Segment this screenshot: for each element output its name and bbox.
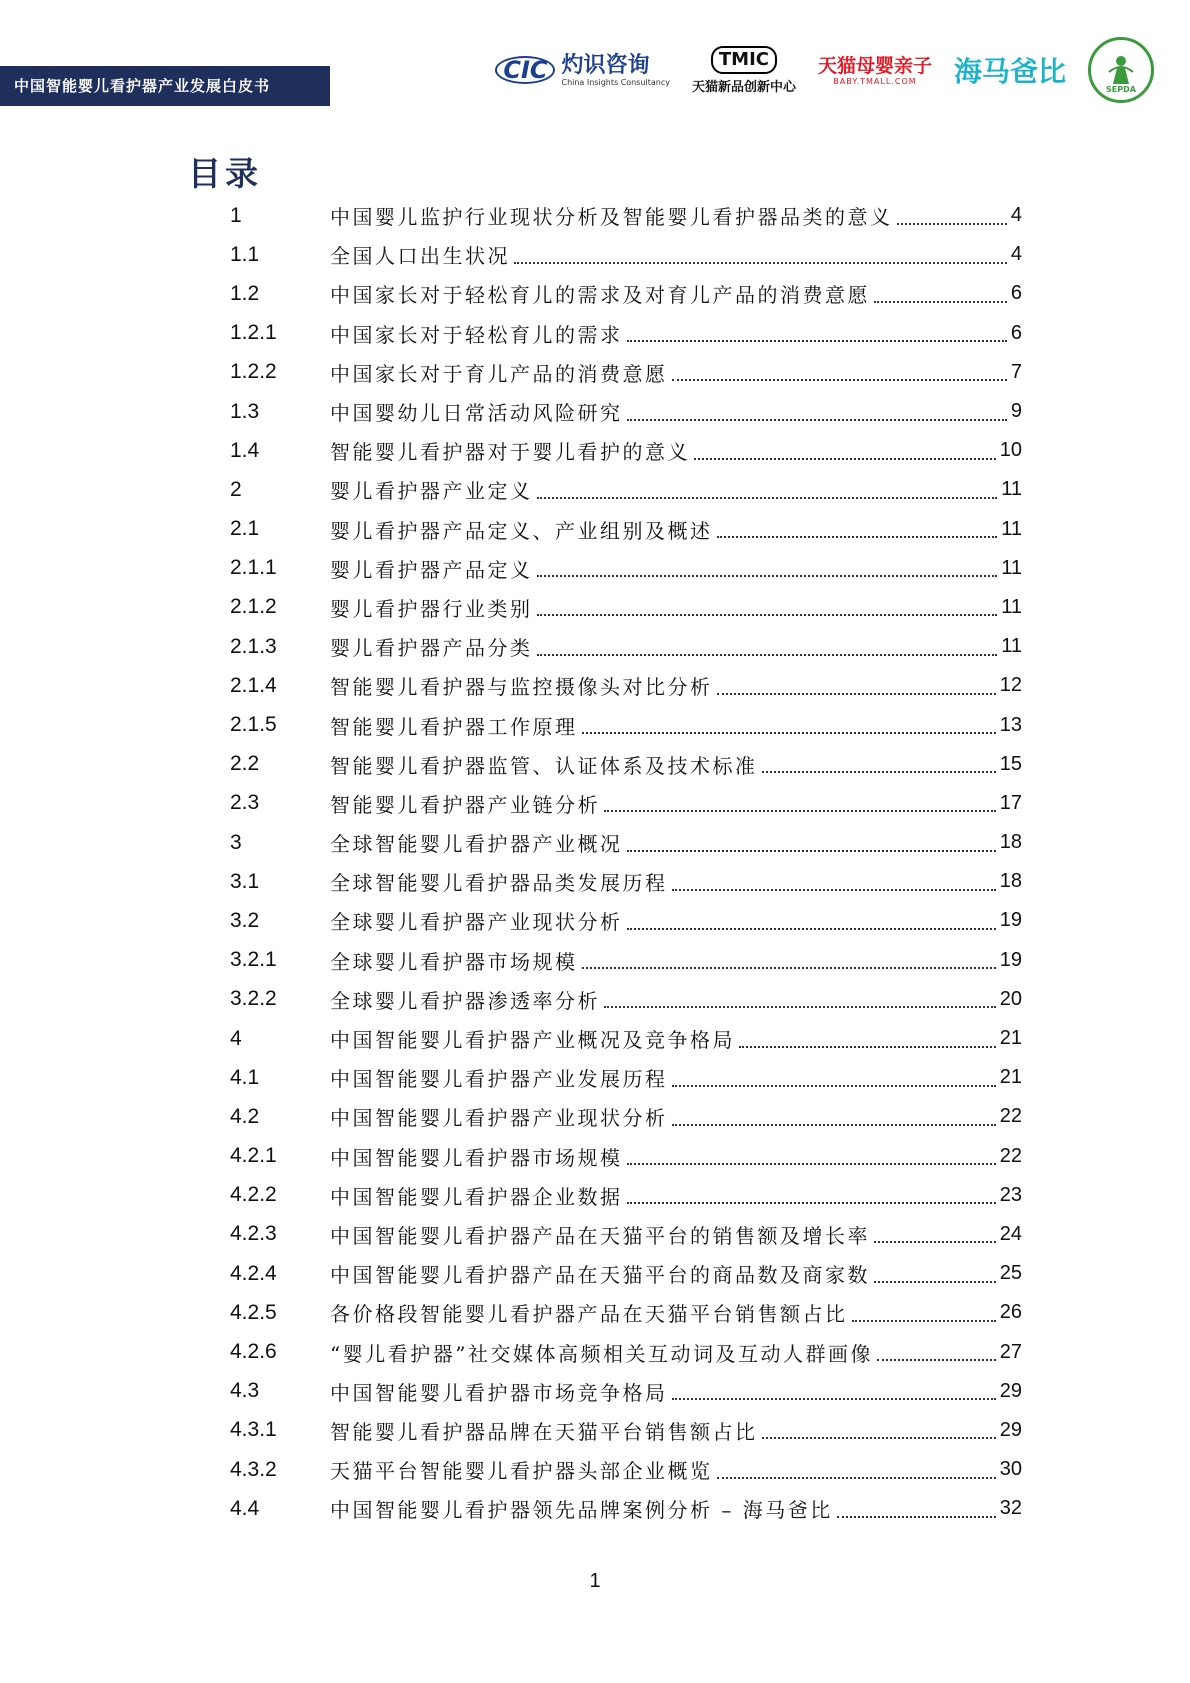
toc-entry-title: 婴儿看护器产业定义 <box>330 479 533 504</box>
toc-entry-title: 全球婴儿看护器市场规模 <box>330 949 578 974</box>
toc-entry-number: 4.2.3 <box>230 1222 277 1246</box>
toc-entry-number: 1.2 <box>230 281 260 305</box>
toc-entry[interactable] <box>230 1489 1022 1528</box>
toc-entry-title: 智能婴儿看护器对于婴儿看护的意义 <box>330 440 690 465</box>
toc-entry-page: 4 <box>1010 204 1022 227</box>
toc-entry-leader <box>672 1398 996 1400</box>
toc-entry-leader <box>604 810 996 812</box>
toc-entry[interactable] <box>230 1254 1022 1293</box>
toc-entry-title: 全球婴儿看护器产业现状分析 <box>330 910 623 935</box>
toc-entry-title: 全球智能婴儿看护器品类发展历程 <box>330 871 668 896</box>
toc-entry-title: “婴儿看护器”社交媒体高频相关互动词及互动人群画像 <box>330 1341 873 1366</box>
toc-entry-title: 智能婴儿看护器产业链分析 <box>330 792 600 817</box>
toc-entry-page: 21 <box>999 1027 1022 1050</box>
toc-entry-number: 2.1.3 <box>230 634 277 658</box>
toc-entry-number: 4.2.5 <box>230 1300 277 1324</box>
toc-entry-page: 18 <box>999 831 1022 854</box>
toc-entry[interactable] <box>230 1019 1022 1058</box>
toc-entry-page: 22 <box>999 1144 1022 1167</box>
toc-entry[interactable] <box>230 745 1022 784</box>
toc-entry-number: 3.1 <box>230 869 260 893</box>
toc-entry-number: 1.3 <box>230 399 260 423</box>
toc-entry-number: 1.2.2 <box>230 360 277 384</box>
sepda-seal-text: SEPDA <box>1106 85 1136 94</box>
toc-entry[interactable] <box>230 980 1022 1019</box>
toc-entry-page: 7 <box>1010 360 1022 383</box>
toc-entry[interactable] <box>230 705 1022 744</box>
toc-entry-leader <box>627 1163 996 1165</box>
tmic-logo-name: 天猫新品创新中心 <box>691 79 796 95</box>
toc-entry-number: 4.1 <box>230 1065 260 1089</box>
tmall-baby-logo-name: 天猫母婴亲子 <box>817 54 932 77</box>
toc-entry-page: 30 <box>999 1458 1022 1481</box>
toc-entry-leader <box>762 771 996 773</box>
toc-entry-title: 婴儿看护器产品分类 <box>330 636 533 661</box>
toc-entry[interactable] <box>230 1411 1022 1450</box>
toc-entry[interactable] <box>230 588 1022 627</box>
toc-entry-number: 4.4 <box>230 1496 260 1520</box>
toc-entry-number: 3.2.1 <box>230 948 277 972</box>
toc-entry-page: 25 <box>999 1262 1022 1285</box>
toc-entry-number: 3 <box>230 830 242 854</box>
toc-entry-title: 智能婴儿看护器与监控摄像头对比分析 <box>330 675 713 700</box>
toc-entry[interactable] <box>230 470 1022 509</box>
toc-entry[interactable] <box>230 1293 1022 1332</box>
toc-entry-title: 婴儿看护器产品定义 <box>330 557 533 582</box>
toc-entry-leader <box>762 1437 996 1439</box>
toc-entry-leader <box>852 1320 996 1322</box>
toc-entry-number: 4.3 <box>230 1379 260 1403</box>
partner-logos <box>473 30 1154 110</box>
toc-entry-number: 3.2.2 <box>230 987 277 1011</box>
tmall-baby-logo-url: BABY.TMALL.COM <box>833 76 917 86</box>
toc-entry[interactable] <box>230 274 1022 313</box>
toc-entry[interactable] <box>230 666 1022 705</box>
toc-entry[interactable] <box>230 823 1022 862</box>
toc-entry-leader <box>537 575 998 577</box>
toc-entry[interactable] <box>230 1215 1022 1254</box>
toc-entry-page: 11 <box>1001 478 1022 501</box>
toc-entry-title: 婴儿看护器产品定义、产业组别及概述 <box>330 518 713 543</box>
cic-logo <box>495 54 670 87</box>
toc-entry[interactable] <box>230 353 1022 392</box>
toc-entry-leader <box>717 693 996 695</box>
toc-entry-leader <box>582 732 996 734</box>
toc-entry-leader <box>604 1006 996 1008</box>
hippo-papa-logo <box>954 50 1066 90</box>
toc-entry-leader <box>874 1241 996 1243</box>
toc-entry-leader <box>582 967 996 969</box>
toc-entry-number: 4.2.4 <box>230 1261 277 1285</box>
toc-entry-page: 6 <box>1010 321 1022 344</box>
tmic-logo-mark: TMIC <box>711 46 777 74</box>
toc-entry-leader <box>837 1516 996 1518</box>
toc-entry-leader <box>739 1046 996 1048</box>
toc-entry-title: 中国智能婴儿看护器领先品牌案例分析 – 海马爸比 <box>330 1498 833 1523</box>
toc-entry-number: 4.3.2 <box>230 1457 277 1481</box>
toc-entry-number: 2.1.1 <box>230 556 277 580</box>
toc-entry-number: 2.3 <box>230 791 260 815</box>
sepda-seal-logo <box>1088 37 1154 103</box>
toc-entry[interactable] <box>230 1176 1022 1215</box>
toc-entry-title: 中国智能婴儿看护器市场规模 <box>330 1145 623 1170</box>
toc-entry[interactable] <box>230 1097 1022 1136</box>
toc-entry-title: 中国智能婴儿看护器产品在天猫平台的销售额及增长率 <box>330 1223 870 1248</box>
cic-logo-english: China Insights Consultancy <box>561 77 670 87</box>
toc-entry-page: 23 <box>999 1183 1022 1206</box>
toc-entry-leader <box>627 340 1007 342</box>
table-of-contents <box>230 196 1022 1528</box>
toc-entry[interactable] <box>230 941 1022 980</box>
seal-figure-icon <box>1103 52 1139 88</box>
toc-entry-leader <box>537 497 998 499</box>
toc-entry[interactable] <box>230 1450 1022 1489</box>
toc-entry-leader <box>627 928 996 930</box>
toc-entry-number: 3.2 <box>230 908 260 932</box>
toc-entry-page: 19 <box>999 948 1022 971</box>
toc-entry-title: 中国智能婴儿看护器产业发展历程 <box>330 1067 668 1092</box>
toc-entry[interactable] <box>230 392 1022 431</box>
cic-logo-mark: CIC <box>495 56 555 84</box>
toc-entry-page: 24 <box>999 1222 1022 1245</box>
toc-entry-leader <box>874 1281 996 1283</box>
toc-entry-title: 智能婴儿看护器监管、认证体系及技术标准 <box>330 753 758 778</box>
hippo-papa-logo-name: 海马爸比 <box>953 55 1066 88</box>
toc-entry-title: 全球婴儿看护器渗透率分析 <box>330 988 600 1013</box>
toc-entry-number: 4.2.6 <box>230 1340 277 1364</box>
toc-entry-leader <box>672 1085 996 1087</box>
toc-entry-leader <box>537 614 998 616</box>
toc-entry-page: 4 <box>1010 243 1022 266</box>
toc-entry-leader <box>672 379 1007 381</box>
toc-entry-title: 全球智能婴儿看护器产业概况 <box>330 832 623 857</box>
toc-entry-leader <box>717 1477 996 1479</box>
toc-entry-leader <box>672 889 996 891</box>
toc-entry-title: 中国智能婴儿看护器产业概况及竞争格局 <box>330 1028 735 1053</box>
toc-entry-page: 29 <box>999 1379 1022 1402</box>
tmall-baby-logo <box>818 55 932 86</box>
toc-entry[interactable] <box>230 549 1022 588</box>
toc-entry-title: 中国家长对于育儿产品的消费意愿 <box>330 361 668 386</box>
toc-entry[interactable] <box>230 784 1022 823</box>
toc-entry-title: 中国智能婴儿看护器市场竞争格局 <box>330 1380 668 1405</box>
toc-entry[interactable] <box>230 510 1022 549</box>
toc-entry[interactable] <box>230 1332 1022 1371</box>
toc-entry[interactable] <box>230 627 1022 666</box>
toc-entry-title: 智能婴儿看护器品牌在天猫平台销售额占比 <box>330 1419 758 1444</box>
sepda-seal-icon <box>1088 37 1154 103</box>
toc-entry-leader <box>877 1359 996 1361</box>
toc-entry-number: 2.2 <box>230 752 260 776</box>
toc-entry-title: 中国智能婴儿看护器产品在天猫平台的商品数及商家数 <box>330 1263 870 1288</box>
toc-entry[interactable] <box>230 314 1022 353</box>
toc-entry-number: 4 <box>230 1026 242 1050</box>
toc-entry-page: 11 <box>1001 635 1022 658</box>
toc-entry-title: 中国家长对于轻松育儿的需求 <box>330 322 623 347</box>
toc-entry-number: 1.2.1 <box>230 321 277 345</box>
toc-entry-page: 27 <box>999 1340 1022 1363</box>
toc-entry-leader <box>514 262 1007 264</box>
toc-entry-number: 1.4 <box>230 438 260 462</box>
toc-entry-number: 1.1 <box>230 242 260 266</box>
toc-entry-page: 22 <box>999 1105 1022 1128</box>
toc-entry-page: 32 <box>999 1497 1022 1520</box>
toc-entry-number: 4.2 <box>230 1104 260 1128</box>
toc-entry-page: 18 <box>999 870 1022 893</box>
toc-entry-leader <box>874 301 1007 303</box>
toc-entry-title: 智能婴儿看护器工作原理 <box>330 714 578 739</box>
toc-entry-page: 13 <box>999 713 1022 736</box>
toc-entry-leader <box>537 654 998 656</box>
toc-entry-number: 2 <box>230 477 242 501</box>
toc-entry-title: 全国人口出生状况 <box>330 244 510 269</box>
page-number: 1 <box>589 1570 601 1592</box>
toc-title: 目录 <box>188 154 262 193</box>
toc-entry-page: 17 <box>999 791 1022 814</box>
toc-entry-number: 4.2.1 <box>230 1144 277 1168</box>
toc-entry-leader <box>627 1202 996 1204</box>
toc-entry-number: 2.1.5 <box>230 713 277 737</box>
toc-entry-leader <box>694 458 996 460</box>
toc-entry-leader <box>897 223 1007 225</box>
toc-entry-title: 中国智能婴儿看护器企业数据 <box>330 1184 623 1209</box>
toc-entry-leader <box>627 850 996 852</box>
toc-entry-title: 中国婴幼儿日常活动风险研究 <box>330 401 623 426</box>
toc-entry-page: 9 <box>1010 400 1022 423</box>
toc-entry-page: 26 <box>999 1301 1022 1324</box>
toc-entry-page: 21 <box>999 1066 1022 1089</box>
toc-entry-number: 2.1.2 <box>230 595 277 619</box>
toc-entry[interactable] <box>230 431 1022 470</box>
toc-entry-title: 中国智能婴儿看护器产业现状分析 <box>330 1106 668 1131</box>
toc-entry-number: 2.1.4 <box>230 673 277 697</box>
toc-entry-leader <box>627 419 1007 421</box>
toc-entry-page: 11 <box>1001 556 1022 579</box>
toc-entry-page: 29 <box>999 1418 1022 1441</box>
toc-entry[interactable] <box>230 862 1022 901</box>
toc-entry-page: 11 <box>1001 517 1022 540</box>
toc-entry-number: 4.3.1 <box>230 1418 277 1442</box>
tmic-logo <box>692 46 796 95</box>
toc-entry-leader <box>672 1124 996 1126</box>
toc-entry-page: 11 <box>1001 595 1022 618</box>
toc-entry[interactable] <box>230 901 1022 940</box>
toc-entry-title: 各价格段智能婴儿看护器产品在天猫平台销售额占比 <box>330 1302 848 1327</box>
toc-entry-title: 中国婴儿监护行业现状分析及智能婴儿看护器品类的意义 <box>330 205 893 230</box>
toc-entry-page: 15 <box>999 752 1022 775</box>
toc-entry-page: 6 <box>1010 282 1022 305</box>
toc-entry-title: 婴儿看护器行业类别 <box>330 596 533 621</box>
toc-entry[interactable] <box>230 1058 1022 1097</box>
toc-entry-leader <box>717 536 998 538</box>
toc-entry[interactable] <box>230 196 1022 235</box>
toc-entry-title: 天猫平台智能婴儿看护器头部企业概览 <box>330 1459 713 1484</box>
toc-entry-page: 10 <box>999 439 1022 462</box>
toc-entry-title: 中国家长对于轻松育儿的需求及对育儿产品的消费意愿 <box>330 283 870 308</box>
toc-entry-number: 2.1 <box>230 517 260 541</box>
toc-entry[interactable] <box>230 1137 1022 1176</box>
toc-entry-page: 20 <box>999 987 1022 1010</box>
cic-logo-name: 灼识咨询 <box>561 52 650 78</box>
toc-entry-page: 19 <box>999 909 1022 932</box>
toc-entry[interactable] <box>230 1372 1022 1411</box>
toc-entry-page: 12 <box>999 674 1022 697</box>
toc-entry-number: 1 <box>230 203 242 227</box>
document-header-title: 中国智能婴儿看护器产业发展白皮书 <box>0 66 330 106</box>
toc-entry[interactable] <box>230 235 1022 274</box>
toc-entry-number: 4.2.2 <box>230 1183 277 1207</box>
